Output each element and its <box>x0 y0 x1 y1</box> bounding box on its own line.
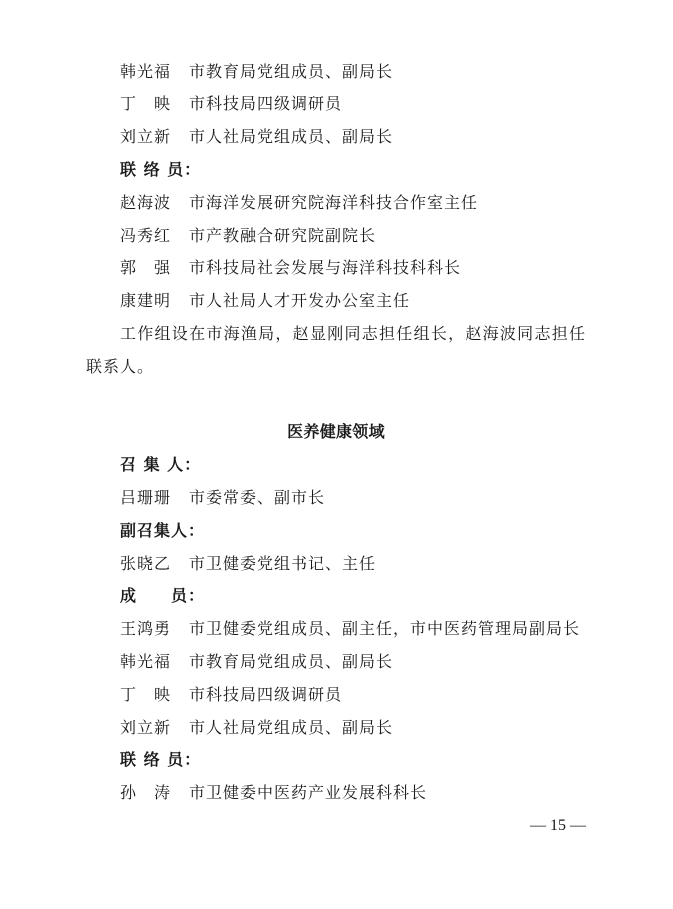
liaison-name: 冯秀红 <box>120 225 172 245</box>
section-heading: 医养健康领域 <box>287 422 385 442</box>
convener-name: 吕珊珊 <box>120 487 172 507</box>
page-body <box>86 56 586 810</box>
convener-title: 市委常委、副市长 <box>189 487 326 507</box>
member-name: 王鸿勇 <box>120 619 172 639</box>
liaison-name: 郭 强 <box>120 258 172 278</box>
member-row <box>86 712 586 745</box>
member-name: 丁 映 <box>120 684 172 704</box>
work-group-note-line: 工作组设在市海渔局，赵显刚同志担任组长，赵海波同志担任 <box>120 323 586 343</box>
liaison-row <box>86 187 586 220</box>
member-row <box>86 56 586 89</box>
member-row <box>86 88 586 121</box>
deputy-convener-row <box>86 548 586 581</box>
member-title: 市教育局党组成员、副局长 <box>189 651 394 671</box>
deputy-convener-title: 市卫健委党组书记、主任 <box>189 553 377 573</box>
liaison-row <box>86 285 586 318</box>
convener-row <box>86 482 586 515</box>
liaison-row <box>86 252 586 285</box>
member-name: 刘立新 <box>120 717 172 737</box>
member-row <box>86 121 586 154</box>
liaison-name: 孙 涛 <box>120 783 172 803</box>
liaison-label: 联 络 员： <box>120 750 202 770</box>
member-title: 市卫健委党组成员、副主任，市中医药管理局副局长 <box>189 619 581 639</box>
member-row <box>86 679 586 712</box>
liaison-title: 市产教融合研究院副院长 <box>189 225 377 245</box>
member-title: 市科技局四级调研员 <box>189 684 343 704</box>
member-name: 韩光福 <box>120 61 172 81</box>
liaison-title: 市人社局人才开发办公室主任 <box>189 291 411 311</box>
member-title: 市人社局党组成员、副局长 <box>189 127 394 147</box>
convener-label: 召 集 人： <box>120 455 202 475</box>
liaison-row <box>86 777 586 810</box>
liaison-title: 市卫健委中医药产业发展科科长 <box>189 783 428 803</box>
section-spacer <box>86 384 586 417</box>
liaison-label: 联 络 员： <box>120 159 202 179</box>
page-number: — 15 — <box>530 816 586 834</box>
member-name: 丁 映 <box>120 94 172 114</box>
deputy-convener-name: 张晓乙 <box>120 553 172 573</box>
member-title: 市科技局四级调研员 <box>189 94 343 114</box>
liaison-name: 康建明 <box>120 291 172 311</box>
member-row <box>86 646 586 679</box>
member-label: 成 员： <box>120 586 206 606</box>
member-title: 市人社局党组成员、副局长 <box>189 717 394 737</box>
liaison-title: 市海洋发展研究院海洋科技合作室主任 <box>189 192 479 212</box>
deputy-convener-label: 副召集人： <box>120 520 206 540</box>
work-group-note-line: 联系人。 <box>86 356 155 376</box>
liaison-title: 市科技局社会发展与海洋科技科科长 <box>189 258 462 278</box>
member-name: 刘立新 <box>120 127 172 147</box>
liaison-name: 赵海波 <box>120 192 172 212</box>
liaison-row <box>86 220 586 253</box>
member-row <box>86 613 586 646</box>
member-name: 韩光福 <box>120 651 172 671</box>
member-title: 市教育局党组成员、副局长 <box>189 61 394 81</box>
